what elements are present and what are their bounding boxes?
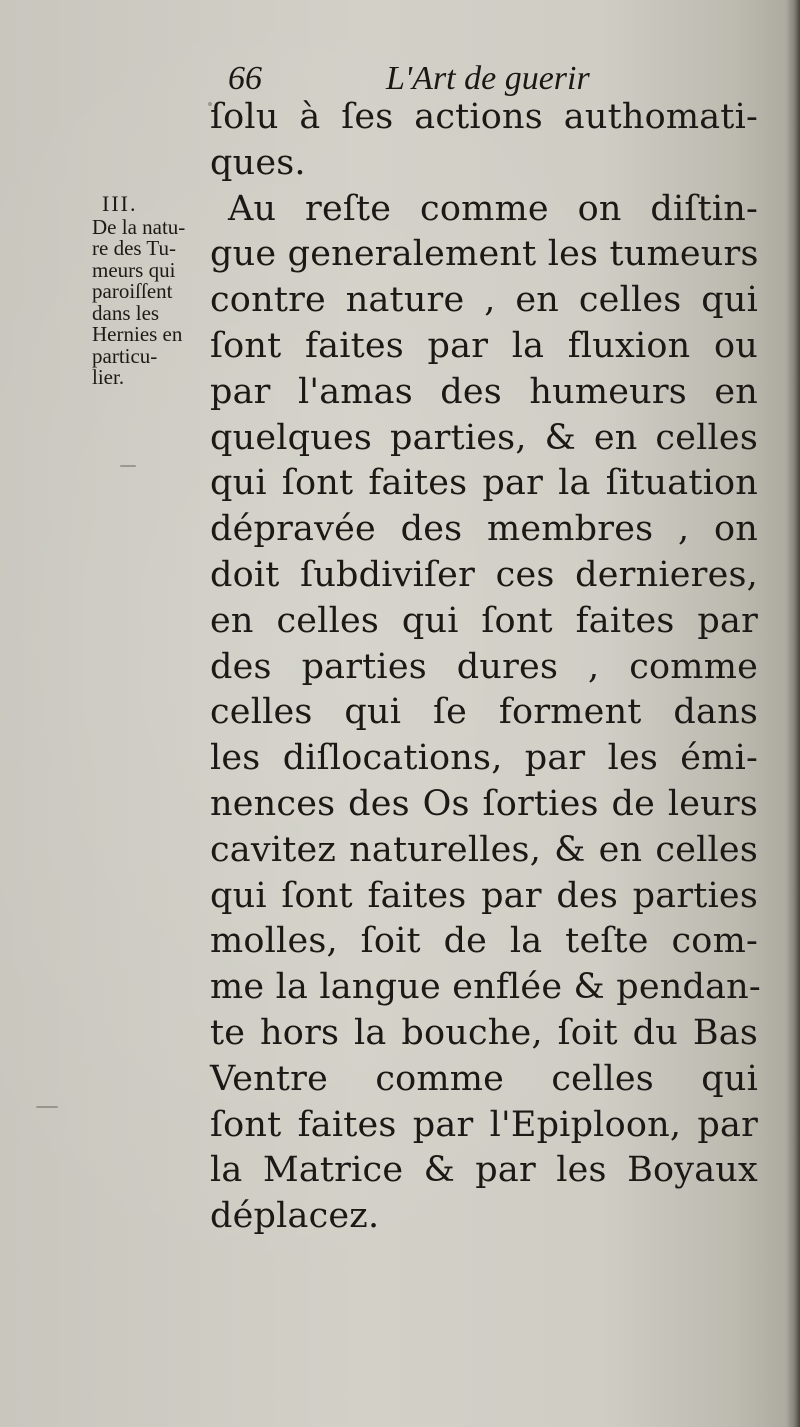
text-line: te hors la bouche, ſoit du Bas: [210, 1012, 758, 1053]
text-line: en celles qui ſont faites par: [210, 600, 758, 641]
margin-note: [92, 193, 222, 389]
margin-note-line: Hernies en: [92, 322, 183, 346]
margin-note-line: particu-: [92, 343, 158, 368]
page-edge-shadow: [786, 0, 800, 1427]
text-line: Au reſte comme on diſtin-: [228, 188, 758, 229]
margin-note-line: meurs qui: [92, 257, 176, 282]
ink-speck: [36, 1106, 58, 1108]
margin-note-number: III.: [102, 191, 138, 216]
text-line: contre nature , en celles qui: [210, 280, 758, 321]
margin-note-line: lier.: [92, 365, 125, 389]
text-line: ſont faites par l'Epiploon, par: [210, 1104, 758, 1145]
text-line: déplacez.: [210, 1196, 380, 1237]
text-line: qui ſont faites par des parties: [210, 875, 758, 916]
text-line: la Matrice & par les Boyaux: [210, 1150, 758, 1191]
text-line: gue generalement les tumeurs: [210, 234, 759, 275]
body-text: [210, 95, 770, 1240]
ink-speck: [208, 102, 212, 106]
text-line: ſont faites par la fluxion ou: [210, 325, 758, 366]
margin-note-line: paroiſſent: [92, 279, 173, 303]
text-line: celles qui ſe forment dans: [210, 692, 758, 733]
text-line: ques.: [210, 142, 306, 183]
margin-note-line: re des Tu-: [92, 236, 177, 260]
text-line: doit ſubdiviſer ces dernieres,: [210, 554, 758, 595]
text-line: les diſlocations, par les émi-: [210, 738, 758, 779]
text-line: cavitez naturelles, & en celles: [210, 829, 758, 870]
margin-note-line: De la natu-: [92, 214, 186, 239]
text-line: me la langue enflée & pendan-: [210, 967, 761, 1008]
text-line: qui ſont faites par la ſituation: [210, 463, 758, 504]
running-head-title: L'Art de guerir: [386, 60, 590, 97]
page-number: 66: [228, 60, 262, 97]
margin-note-line: dans les: [92, 300, 160, 325]
text-line: nences des Os ſorties de leurs: [210, 783, 758, 824]
text-line: quelques parties, & en celles: [210, 417, 758, 458]
text-line: dépravée des membres , on: [210, 509, 758, 550]
text-line: par l'amas des humeurs en: [210, 371, 758, 412]
text-line: ſolu à ſes actions authomati-: [210, 97, 758, 137]
text-line: molles, ſoit de la teſte com-: [210, 921, 758, 962]
text-line: Ventre comme celles qui: [210, 1058, 758, 1099]
text-line: des parties dures , comme: [210, 646, 758, 687]
ink-speck: [120, 465, 136, 467]
